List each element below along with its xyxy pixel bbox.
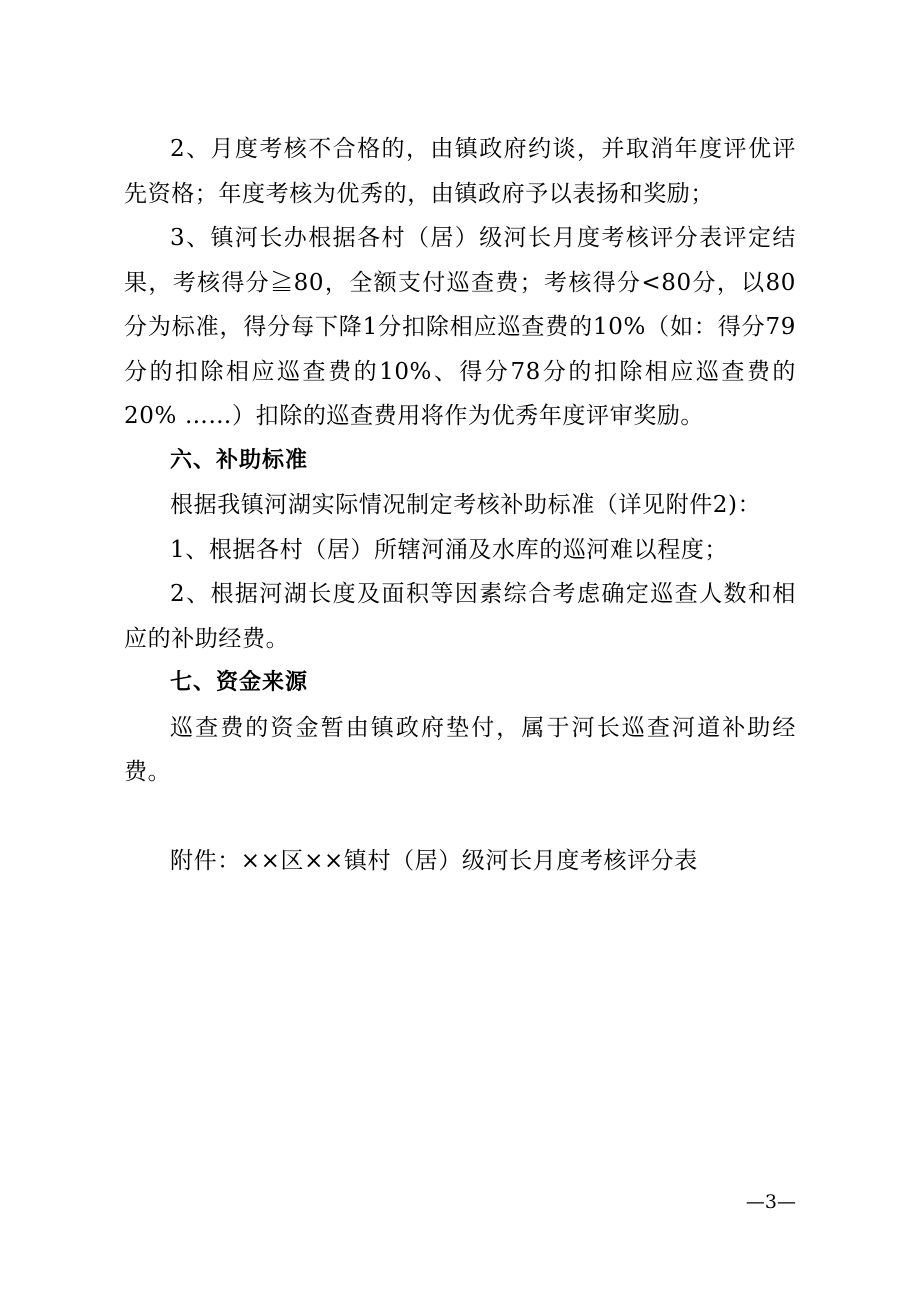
paragraph-scoring-rules: 3、镇河长办根据各村（居）级河长月度考核评分表评定结果，考核得分≧80，全额支付巡查费；考核得分<80分，以80分为标准，得分每下降1分扣除相应巡查费的10%（如：得分79分的扣除相应巡查费的10%、得分78分的扣除相应巡查费的20% ……）扣除的巡查费用将作为优秀年度评审奖励。 bbox=[124, 225, 796, 429]
paragraph-monthly-assessment: 2、月度考核不合格的，由镇政府约谈，并取消年度评优评先资格；年度考核为优秀的，由镇政府予以表扬和奖励； bbox=[124, 136, 796, 207]
page-number: —3— bbox=[745, 1191, 796, 1213]
document-body bbox=[124, 127, 796, 883]
paragraph-funding-source: 巡查费的资金暂由镇政府垫付，属于河长巡查河道补助经费。 bbox=[124, 714, 796, 785]
paragraph-subsidy-item-2: 2、根据河湖长度及面积等因素综合考虑确定巡查人数和相应的补助经费。 bbox=[124, 581, 796, 652]
paragraph-subsidy-intro: 根据我镇河湖实际情况制定考核补助标准（详见附件2)： bbox=[170, 492, 762, 518]
paragraph-subsidy-item-1: 1、根据各村（居）所辖河涌及水库的巡河难以程度； bbox=[170, 536, 729, 563]
section-heading-funding-source: 七、资金来源 bbox=[170, 670, 309, 695]
attachment-reference: 附件：××区××镇村（居）级河长月度考核评分表 bbox=[170, 847, 698, 874]
section-heading-subsidy-standard: 六、补助标准 bbox=[170, 447, 309, 473]
